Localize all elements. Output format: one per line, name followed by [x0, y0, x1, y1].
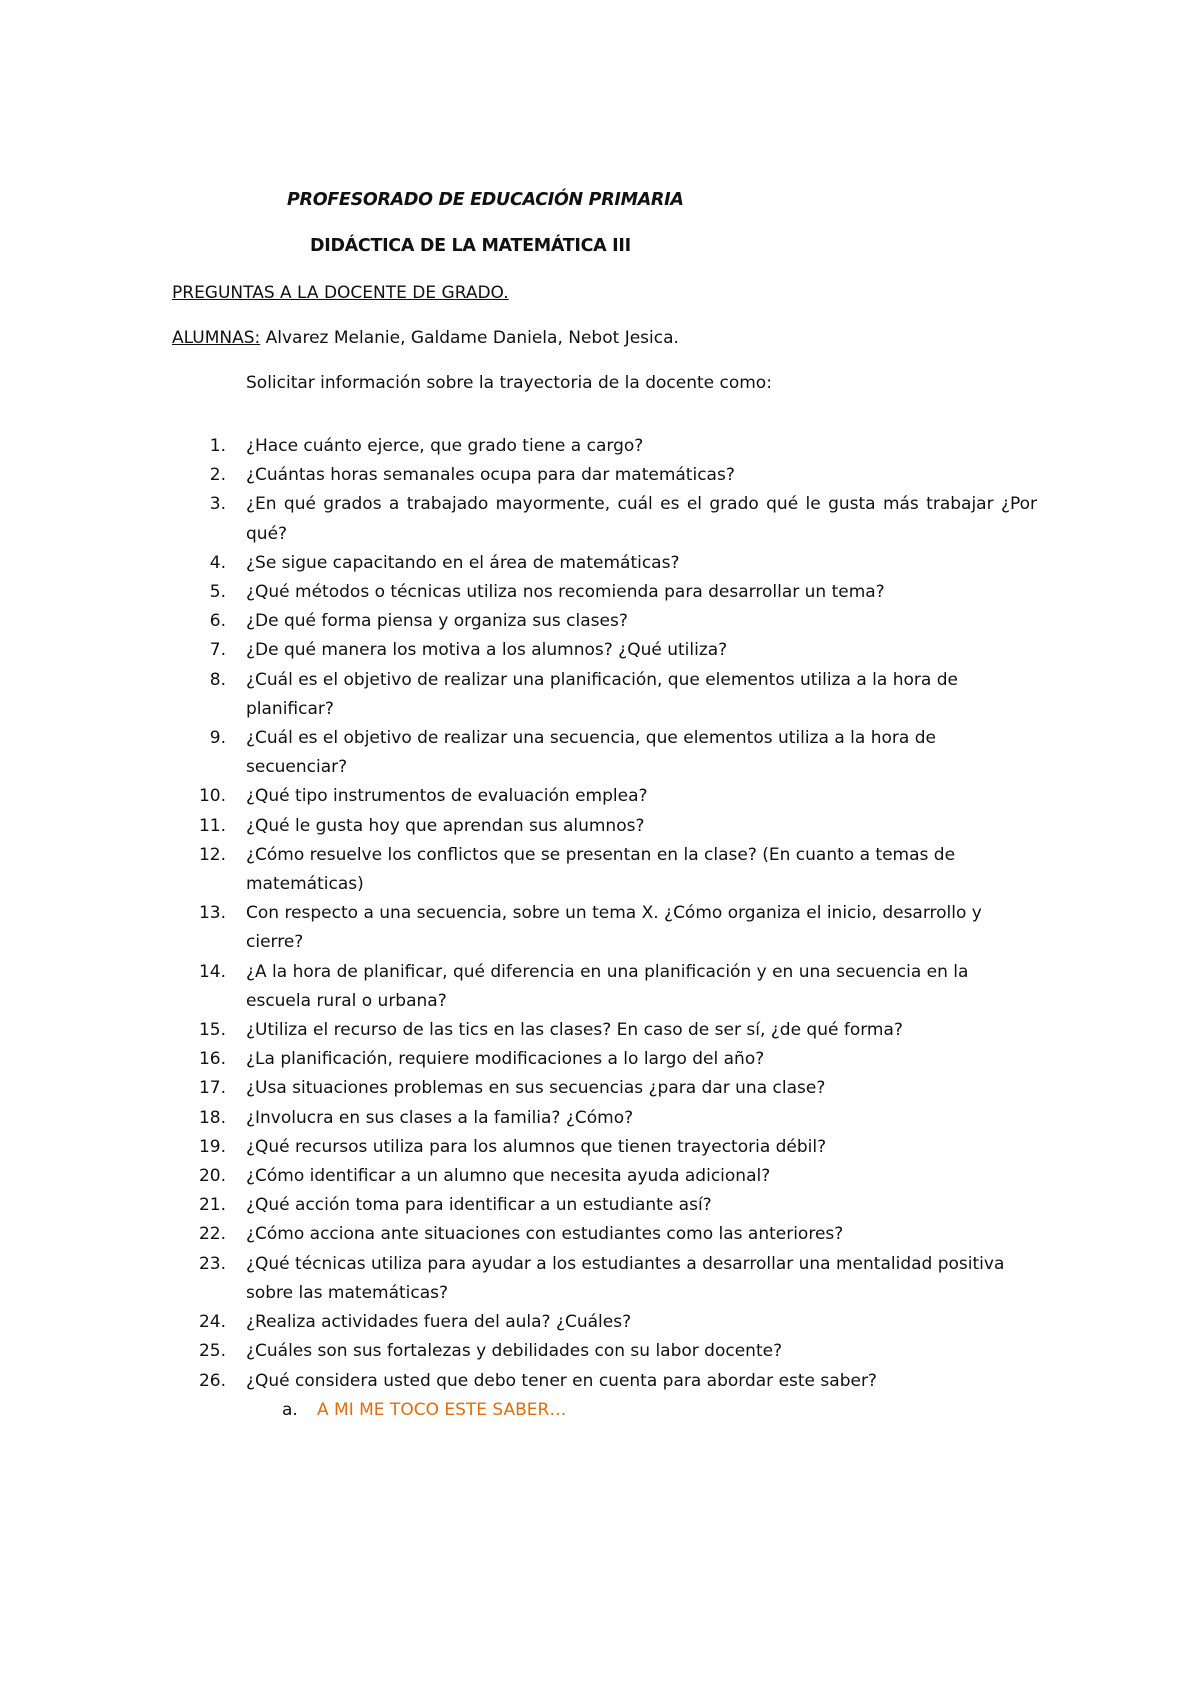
question-item: 10. ¿Qué tipo instrumentos de evaluación emplea?	[198, 786, 648, 807]
question-item: 15. ¿Utiliza el recurso de las tics en las clases? En caso de ser sí, ¿de qué forma?	[198, 1020, 903, 1041]
question-item: 8. ¿Cuál es el objetivo de realizar una planificación, que elementos utiliza a la hora de planificar?	[209, 669, 958, 719]
document-subtitle: PREGUNTAS A LA DOCENTE DE GRADO.	[172, 283, 509, 303]
course-title: DIDÁCTICA DE LA MATEMÁTICA III	[310, 236, 631, 256]
question-item: 4. ¿Se sigue capacitando en el área de matemáticas?	[209, 552, 680, 573]
question-item: 26. ¿Qué considera usted que debo tener en cuenta para abordar este saber?	[198, 1370, 877, 1391]
question-item: 7. ¿De qué manera los motiva a los alumnos? ¿Qué utiliza?	[209, 640, 728, 661]
question-item: 20. ¿Cómo identificar a un alumno que necesita ayuda adicional?	[198, 1166, 771, 1187]
question-item: 23. ¿Qué técnicas utiliza para ayudar a los estudiantes a desarrollar una mentalidad positiva sobre las matemáticas?	[198, 1253, 1005, 1303]
question-item: 9. ¿Cuál es el objetivo de realizar una secuencia, que elementos utiliza a la hora de secuenciar?	[209, 728, 936, 778]
students-line	[172, 328, 679, 348]
question-item: 3. ¿En qué grados a trabajado mayormente, cuál es el grado qué le gusta más trabajar ¿Por qué?	[209, 494, 1037, 544]
sub-item-text: A MI ME TOCO ESTE SABER…	[317, 1399, 567, 1420]
question-item: 18. ¿Involucra en sus clases a la familia? ¿Cómo?	[198, 1107, 634, 1128]
sub-item-letter: a.	[282, 1399, 298, 1420]
question-item: 21. ¿Qué acción toma para identificar a un estudiante así?	[198, 1195, 712, 1216]
question-item: 22. ¿Cómo acciona ante situaciones con estudiantes como las anteriores?	[198, 1224, 844, 1245]
question-item: 24. ¿Realiza actividades fuera del aula? ¿Cuáles?	[198, 1312, 632, 1333]
question-item: 11. ¿Qué le gusta hoy que aprendan sus alumnos?	[198, 815, 645, 836]
question-item: 14. ¿A la hora de planificar, qué diferencia en una planificación y en una secuencia en la escuela rural o urbana?	[198, 961, 969, 1011]
students-label: ALUMNAS:	[172, 328, 261, 348]
question-item: 16. ¿La planificación, requiere modificaciones a lo largo del año?	[198, 1049, 765, 1070]
intro-text: Solicitar información sobre la trayectoria de la docente como:	[246, 373, 772, 393]
question-item: 19. ¿Qué recursos utiliza para los alumnos que tienen trayectoria débil?	[198, 1136, 827, 1157]
questions-list	[192, 432, 1037, 1425]
question-item: 2. ¿Cuántas horas semanales ocupa para dar matemáticas?	[209, 465, 735, 486]
question-item: 1. ¿Hace cuánto ejerce, que grado tiene a cargo?	[209, 436, 644, 456]
question-item: 12. ¿Cómo resuelve los conflictos que se presentan en la clase? (En cuanto a temas de matemáticas)	[198, 844, 956, 895]
institution-title: PROFESORADO DE EDUCACIÓN PRIMARIA	[287, 190, 684, 210]
question-item: 17. ¿Usa situaciones problemas en sus secuencias ¿para dar una clase?	[198, 1078, 826, 1099]
students-names: Alvarez Melanie, Galdame Daniela, Nebot Jesica.	[260, 328, 679, 348]
question-item: 5. ¿Qué métodos o técnicas utiliza nos recomienda para desarrollar un tema?	[209, 582, 885, 603]
sub-item	[192, 1396, 1037, 1425]
question-item: 13. Con respecto a una secuencia, sobre un tema X. ¿Cómo organiza el inicio, desarrollo y cierre?	[198, 903, 982, 953]
question-item: 25. ¿Cuáles son sus fortalezas y debilidades con su labor docente?	[198, 1341, 783, 1362]
question-item: 6. ¿De qué forma piensa y organiza sus clases?	[209, 611, 628, 632]
